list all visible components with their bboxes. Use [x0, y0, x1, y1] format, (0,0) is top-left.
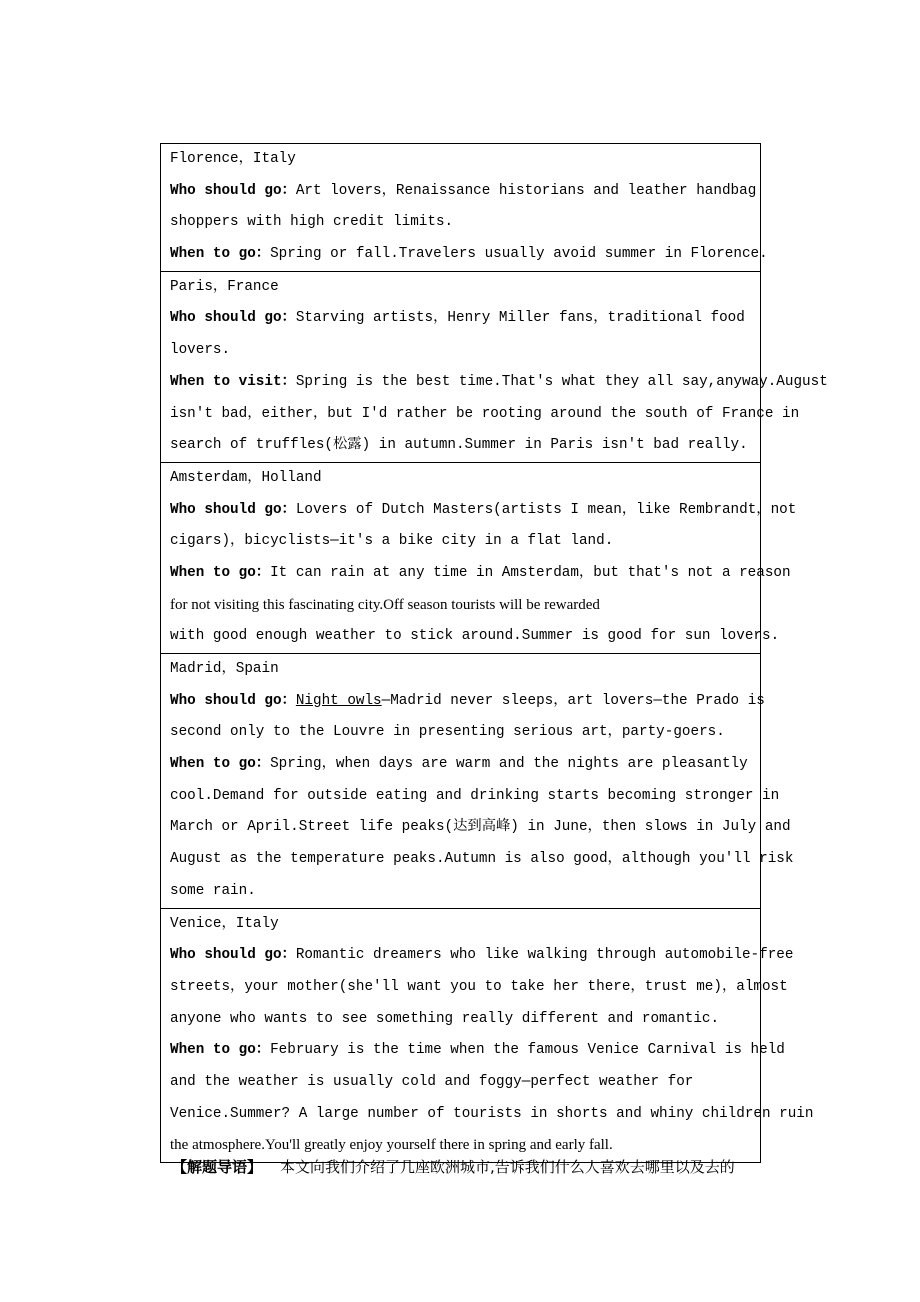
when-text: August as the temperature peaks.Autumn is also good，although you'll risk — [170, 851, 794, 868]
city-heading: Paris，France — [170, 278, 279, 295]
who-text: —Madrid never sleeps，art lovers—the Prado is — [381, 692, 765, 709]
who-text: anyone who wants to see something really different and romantic. — [170, 1010, 720, 1027]
city-section-madrid — [161, 653, 794, 908]
who-text: second only to the Louvre in presenting serious art，party-goers. — [170, 724, 725, 741]
when-text: Spring，when days are warm and the nights are pleasantly — [270, 756, 748, 773]
when-text: search of truffles(松露) in autumn.Summer in Paris isn't bad really. — [170, 437, 748, 454]
when-text: isn't bad，either，but I'd rather be rooting around the south of France in — [170, 405, 800, 422]
who-text: Starving artists，Henry Miller fans，traditional food — [295, 310, 745, 327]
when-text: March or April.Street life peaks(达到高峰) in June，then slows in July and — [170, 819, 791, 836]
who-text: Art lovers，Renaissance historians and leather handbag — [295, 182, 757, 199]
who-text: cigars)，bicyclists—it's a bike city in a flat land. — [170, 533, 614, 550]
who-label: Who should go： — [170, 182, 296, 199]
when-text: February is the time when the famous Venice Carnival is held — [270, 1042, 785, 1059]
when-text: It can rain at any time in Amsterdam，but that's not a reason — [270, 564, 791, 581]
city-section-venice — [161, 908, 814, 1163]
when-text: with good enough weather to stick around.Summer is good for sun lovers. — [170, 628, 780, 645]
when-label: When to go： — [170, 756, 271, 773]
when-label: When to go： — [170, 246, 271, 263]
underlined-phrase: Night owls — [295, 692, 382, 709]
when-label: When to go： — [170, 564, 271, 581]
explanation-intro — [172, 1156, 735, 1177]
who-label: Who should go： — [170, 310, 296, 327]
when-text: Spring is the best time.That's what they all say,anyway.August — [295, 373, 828, 390]
when-label: When to visit： — [170, 373, 296, 390]
who-label: Who should go： — [170, 947, 296, 964]
who-label: Who should go： — [170, 692, 296, 709]
when-text: for not visiting this fascinating city.Off season tourists will be rewarded — [170, 596, 600, 613]
city-heading: Florence，Italy — [170, 151, 296, 167]
city-heading: Amsterdam，Holland — [170, 469, 322, 486]
who-text: Lovers of Dutch Masters(artists I mean，like Rembrandt，not — [295, 501, 797, 518]
when-text: Spring or fall.Travelers usually avoid summer in Florence. — [270, 246, 768, 263]
when-text: some rain. — [170, 882, 256, 899]
city-section-paris — [161, 271, 828, 462]
city-heading: Venice，Italy — [170, 915, 279, 932]
when-text: and the weather is usually cold and foggy—perfect weather for — [170, 1073, 694, 1090]
when-text: the atmosphere.You'll greatly enjoy yourself there in spring and early fall. — [170, 1137, 613, 1154]
city-heading: Madrid，Spain — [170, 661, 279, 677]
who-text: lovers. — [170, 342, 231, 359]
when-text: cool.Demand for outside eating and drinking starts becoming stronger in — [170, 787, 780, 804]
city-section-amsterdam — [161, 462, 797, 653]
who-label: Who should go： — [170, 501, 296, 518]
who-text: streets，your mother(she'll want you to take her there，trust me)，almost — [170, 978, 788, 995]
cities-table — [160, 143, 828, 1163]
explanation-tag: 【解题导语】 — [172, 1158, 263, 1176]
who-text: shoppers with high credit limits. — [170, 214, 454, 231]
when-label: When to go： — [170, 1042, 271, 1059]
when-text: Venice.Summer? A large number of tourists in shorts and whiny children ruin — [170, 1105, 814, 1122]
who-text: Romantic dreamers who like walking through automobile-free — [295, 947, 794, 964]
explanation-text: 本文向我们介绍了几座欧洲城市,告诉我们什么人喜欢去哪里以及去的 — [280, 1158, 735, 1176]
city-section-florence — [161, 144, 768, 271]
